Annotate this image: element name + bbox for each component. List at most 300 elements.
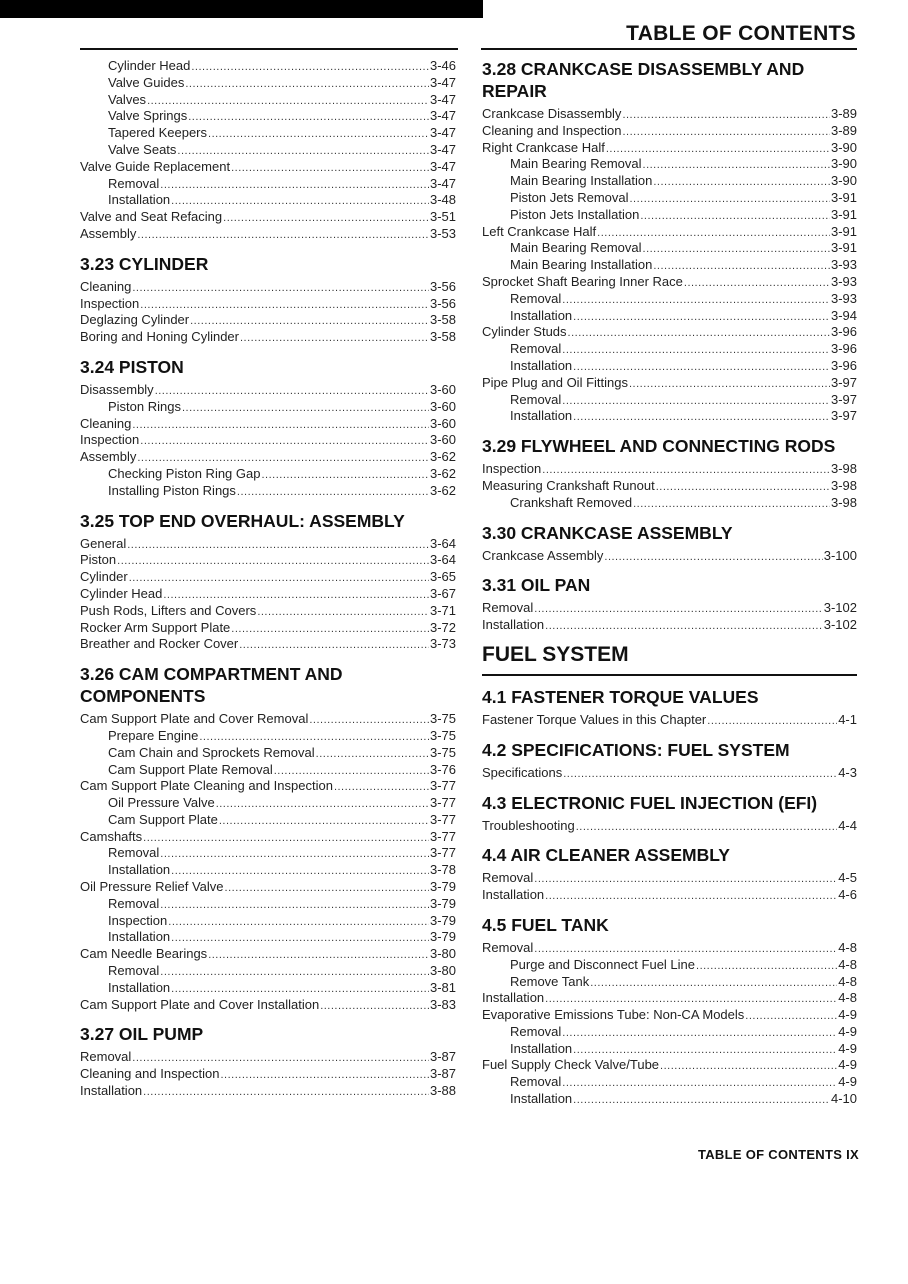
toc-entry-page: 3-47 — [429, 125, 456, 141]
dot-leader — [320, 998, 429, 1015]
section-heading: 3.26 CAM COMPARTMENT AND COMPONENTS — [80, 664, 343, 707]
toc-entry[interactable] — [482, 1057, 857, 1074]
header-rule-right — [481, 48, 857, 50]
toc-entry-page: 3-51 — [429, 209, 456, 225]
toc-entry[interactable] — [482, 957, 857, 974]
dot-leader — [257, 604, 429, 621]
toc-entry[interactable] — [80, 569, 456, 586]
toc-entry-page: 4-9 — [838, 1023, 857, 1039]
toc-entry-title: Main Bearing Removal — [510, 240, 642, 256]
dot-leader — [653, 174, 830, 191]
toc-entry-page: 3-67 — [429, 585, 456, 601]
toc-entry-title: Cleaning and Inspection — [482, 122, 622, 138]
toc-entry-title: Installation — [482, 617, 545, 633]
toc-entry[interactable] — [80, 603, 456, 620]
toc-entry-page: 3-96 — [830, 357, 857, 373]
dot-leader — [140, 433, 429, 450]
toc-entry-title: Sprocket Shaft Bearing Inner Race — [482, 273, 683, 289]
toc-entry[interactable] — [80, 432, 456, 449]
section-heading: 3.31 OIL PAN — [482, 575, 591, 596]
toc-entry[interactable] — [80, 963, 456, 980]
section-heading: 3.24 PISTON — [80, 356, 184, 377]
chapter-title: FUEL SYSTEM — [482, 642, 857, 676]
dot-leader — [231, 621, 429, 638]
dot-leader — [707, 713, 837, 730]
toc-entry[interactable] — [80, 449, 456, 466]
toc-entry-title: Removal — [108, 895, 160, 911]
dot-leader — [155, 383, 429, 400]
toc-entry-title: Main Bearing Installation — [510, 173, 653, 189]
dot-leader — [568, 325, 830, 342]
toc-entry[interactable] — [482, 887, 857, 904]
toc-entry[interactable] — [482, 375, 857, 392]
toc-entry-page: 3-76 — [429, 761, 456, 777]
page-footer: TABLE OF CONTENTS IX — [697, 1147, 859, 1162]
toc-entry[interactable] — [80, 879, 456, 896]
toc-entry-page: 3-90 — [830, 139, 857, 155]
toc-entry-title: Main Bearing Installation — [510, 257, 653, 273]
toc-entry[interactable] — [482, 224, 857, 241]
toc-entry[interactable] — [80, 1049, 456, 1066]
toc-entry-page: 3-72 — [429, 619, 456, 635]
dot-leader — [117, 553, 429, 570]
dot-leader — [137, 227, 429, 244]
toc-entry-title: Fuel Supply Check Valve/Tube — [482, 1057, 660, 1073]
dot-leader — [239, 637, 429, 654]
toc-right-column — [482, 58, 857, 1108]
toc-entry-title: Evaporative Emissions Tube: Non-CA Models — [482, 1007, 745, 1023]
section-heading: 3.25 TOP END OVERHAUL: ASSEMBLY — [80, 510, 405, 531]
toc-entry-page: 4-4 — [838, 817, 857, 833]
toc-entry[interactable] — [80, 125, 456, 142]
toc-entry-page: 4-8 — [838, 956, 857, 972]
toc-entry[interactable] — [482, 818, 857, 835]
dot-leader — [606, 141, 830, 158]
toc-entry-page: 4-5 — [838, 870, 857, 886]
toc-entry-page: 3-93 — [830, 273, 857, 289]
toc-entry-title: Valves — [108, 91, 147, 107]
toc-entry-title: Crankshaft Removed — [510, 494, 633, 510]
dot-leader — [208, 947, 429, 964]
toc-entry[interactable] — [80, 1083, 456, 1100]
toc-entry-title: Pipe Plug and Oil Fittings — [482, 374, 628, 390]
toc-entry[interactable] — [80, 552, 456, 569]
toc-entry-title: Removal — [510, 391, 562, 407]
toc-entry-title: Removal — [510, 290, 562, 306]
toc-entry-title: Right Crankcase Half — [482, 139, 605, 155]
toc-entry[interactable] — [80, 75, 456, 92]
toc-entry-page: 3-98 — [830, 494, 857, 510]
dot-leader — [177, 143, 429, 160]
dot-leader — [562, 342, 830, 359]
toc-entry-page: 3-47 — [429, 141, 456, 157]
toc-entry-page: 3-79 — [429, 912, 456, 928]
page-header-title: TABLE OF CONTENTS — [626, 22, 856, 45]
toc-entry[interactable] — [482, 461, 857, 478]
toc-entry-title: Removal — [482, 600, 534, 616]
toc-entry[interactable] — [482, 990, 857, 1007]
dot-leader — [261, 467, 428, 484]
toc-entry[interactable] — [482, 1024, 857, 1041]
dot-leader — [745, 1008, 837, 1025]
toc-entry-page: 3-47 — [429, 74, 456, 90]
toc-entry[interactable] — [482, 392, 857, 409]
toc-entry-page: 3-56 — [429, 295, 456, 311]
dot-leader — [140, 297, 429, 314]
dot-leader — [182, 400, 429, 417]
dot-leader — [573, 309, 830, 326]
toc-entry[interactable] — [482, 324, 857, 341]
toc-entry[interactable] — [80, 762, 456, 779]
toc-entry-page: 4-9 — [838, 1074, 857, 1090]
dot-leader — [160, 177, 429, 194]
section-heading: 3.27 OIL PUMP — [80, 1024, 204, 1045]
toc-entry[interactable] — [80, 711, 456, 728]
toc-entry[interactable] — [80, 279, 456, 296]
toc-entry[interactable] — [80, 192, 456, 209]
toc-entry[interactable] — [80, 896, 456, 913]
dot-leader — [534, 871, 837, 888]
toc-entry[interactable] — [80, 778, 456, 795]
toc-entry-title: Installation — [482, 887, 545, 903]
toc-entry-title: Installation — [80, 1083, 143, 1099]
toc-entry-title: Deglazing Cylinder — [80, 312, 190, 328]
dot-leader — [129, 570, 429, 587]
dot-leader — [132, 280, 429, 297]
section-heading: 3.23 CYLINDER — [80, 253, 209, 274]
dot-leader — [629, 376, 830, 393]
dot-leader — [623, 124, 830, 141]
toc-entry-title: Installation — [108, 929, 171, 945]
toc-entry[interactable] — [482, 106, 857, 123]
dot-leader — [160, 964, 429, 981]
toc-entry[interactable] — [80, 812, 456, 829]
dot-leader — [653, 258, 830, 275]
toc-entry[interactable] — [482, 974, 857, 991]
toc-entry-title: Installation — [510, 307, 573, 323]
dot-leader — [132, 1050, 429, 1067]
toc-entry[interactable] — [482, 1041, 857, 1058]
toc-entry-title: Cam Support Plate and Cover Removal — [80, 711, 309, 727]
toc-entry[interactable] — [482, 358, 857, 375]
dot-leader — [171, 981, 429, 998]
toc-entry-title: Valve Springs — [108, 108, 188, 124]
toc-entry-title: Purge and Disconnect Fuel Line — [510, 956, 696, 972]
toc-entry-page: 3-47 — [429, 108, 456, 124]
dot-leader — [545, 618, 823, 635]
dot-leader — [163, 587, 429, 604]
toc-entry-title: Cam Chain and Sprockets Removal — [108, 744, 315, 760]
dot-leader — [576, 819, 837, 836]
toc-entry-page: 3-102 — [823, 617, 857, 633]
dot-leader — [216, 796, 429, 813]
dot-leader — [696, 958, 837, 975]
dot-leader — [185, 76, 429, 93]
toc-entry-title: Prepare Engine — [108, 727, 199, 743]
dot-leader — [143, 830, 429, 847]
dot-leader — [573, 1092, 830, 1109]
toc-entry[interactable] — [482, 712, 857, 729]
toc-entry[interactable] — [482, 341, 857, 358]
toc-entry[interactable] — [80, 209, 456, 226]
toc-entry[interactable] — [482, 495, 857, 512]
toc-entry[interactable] — [80, 913, 456, 930]
toc-entry-page: 4-3 — [838, 764, 857, 780]
toc-entry-page: 3-62 — [429, 449, 456, 465]
toc-entry-page: 3-80 — [429, 946, 456, 962]
toc-entry[interactable] — [482, 240, 857, 257]
toc-entry[interactable] — [80, 296, 456, 313]
toc-entry-title: Installation — [510, 1040, 573, 1056]
toc-entry-title: Removal — [482, 870, 534, 886]
toc-entry-title: Cylinder Head — [108, 58, 191, 73]
toc-entry-title: Cam Needle Bearings — [80, 946, 208, 962]
toc-entry-page: 3-94 — [830, 307, 857, 323]
toc-entry-title: Cleaning — [80, 415, 132, 431]
section-heading: 4.2 SPECIFICATIONS: FUEL SYSTEM — [482, 739, 790, 760]
section-heading: 4.4 AIR CLEANER ASSEMBLY — [482, 845, 730, 866]
dot-leader — [309, 712, 429, 729]
toc-entry-title: Removal — [108, 963, 160, 979]
dot-leader — [334, 779, 429, 796]
toc-entry-title: Inspection — [108, 912, 168, 928]
toc-entry[interactable] — [482, 190, 857, 207]
dot-leader — [160, 846, 429, 863]
toc-entry-title: Oil Pressure Valve — [108, 795, 215, 811]
toc-entry-page: 3-58 — [429, 312, 456, 328]
toc-entry[interactable] — [80, 728, 456, 745]
toc-entry-page: 3-64 — [429, 535, 456, 551]
toc-entry[interactable] — [80, 946, 456, 963]
toc-entry[interactable] — [80, 862, 456, 879]
toc-entry-page: 3-75 — [429, 711, 456, 727]
toc-entry-page: 3-87 — [429, 1049, 456, 1065]
toc-entry[interactable] — [80, 929, 456, 946]
toc-entry[interactable] — [482, 1091, 857, 1108]
toc-entry-title: Removal — [510, 1023, 562, 1039]
toc-entry[interactable] — [482, 308, 857, 325]
toc-entry-title: Rocker Arm Support Plate — [80, 619, 231, 635]
toc-entry-title: Installation — [510, 357, 573, 373]
toc-entry-title: Left Crankcase Half — [482, 223, 597, 239]
toc-entry[interactable] — [80, 536, 456, 553]
toc-entry[interactable] — [80, 142, 456, 159]
dot-leader — [643, 241, 830, 258]
toc-entry[interactable] — [482, 123, 857, 140]
toc-entry[interactable] — [80, 108, 456, 125]
toc-entry-page: 4-9 — [838, 1057, 857, 1073]
toc-entry[interactable] — [80, 829, 456, 846]
toc-entry[interactable] — [80, 329, 456, 346]
toc-entry[interactable] — [80, 745, 456, 762]
dot-leader — [171, 863, 429, 880]
toc-entry[interactable] — [482, 765, 857, 782]
toc-entry-title: Oil Pressure Relief Valve — [80, 879, 224, 895]
toc-entry[interactable] — [80, 466, 456, 483]
toc-entry-title: Cylinder Studs — [482, 324, 567, 340]
toc-entry-page: 3-83 — [429, 996, 456, 1012]
toc-entry[interactable] — [482, 617, 857, 634]
toc-entry-page: 3-81 — [429, 979, 456, 995]
toc-entry-title: Installation — [108, 192, 171, 208]
dot-leader — [597, 225, 830, 242]
dot-leader — [225, 880, 429, 897]
toc-entry[interactable] — [80, 92, 456, 109]
toc-entry-page: 3-80 — [429, 963, 456, 979]
toc-entry[interactable] — [80, 176, 456, 193]
toc-entry-title: Assembly — [80, 449, 137, 465]
dot-leader — [563, 766, 837, 783]
dot-leader — [534, 941, 837, 958]
dot-leader — [562, 292, 830, 309]
toc-entry-page: 3-65 — [429, 569, 456, 585]
toc-entry-title: Disassembly — [80, 381, 154, 397]
toc-entry-page: 3-73 — [429, 636, 456, 652]
section-heading: 4.3 ELECTRONIC FUEL INJECTION (EFI) — [482, 792, 818, 813]
dot-leader — [562, 1075, 837, 1092]
toc-entry[interactable] — [80, 1066, 456, 1083]
toc-entry[interactable] — [80, 795, 456, 812]
toc-entry-title: Cam Support Plate — [108, 811, 218, 827]
toc-entry[interactable] — [80, 980, 456, 997]
toc-entry-title: Cylinder — [80, 569, 128, 585]
toc-entry-page: 4-8 — [838, 990, 857, 1006]
toc-entry[interactable] — [80, 636, 456, 653]
toc-entry-title: Piston — [80, 552, 117, 568]
dot-leader — [221, 1067, 429, 1084]
toc-entry-page: 4-8 — [838, 939, 857, 955]
toc-entry[interactable] — [482, 870, 857, 887]
dot-leader — [137, 450, 429, 467]
toc-entry-page: 3-79 — [429, 879, 456, 895]
dot-leader — [684, 275, 830, 292]
toc-entry-page: 3-77 — [429, 778, 456, 794]
toc-entry-page: 3-78 — [429, 862, 456, 878]
toc-entry[interactable] — [482, 478, 857, 495]
toc-entry[interactable] — [482, 1007, 857, 1024]
toc-entry-page: 3-97 — [830, 408, 857, 424]
toc-entry-title: Assembly — [80, 225, 137, 241]
toc-entry-title: Specifications — [482, 764, 563, 780]
toc-entry-title: Removal — [482, 939, 534, 955]
toc-entry[interactable] — [80, 586, 456, 603]
toc-entry[interactable] — [80, 483, 456, 500]
toc-entry-page: 3-102 — [823, 600, 857, 616]
toc-entry-title: Removal — [510, 1074, 562, 1090]
toc-entry[interactable] — [482, 140, 857, 157]
toc-entry-title: Removal — [108, 845, 160, 861]
toc-entry-page: 4-10 — [830, 1091, 857, 1107]
toc-entry[interactable] — [80, 312, 456, 329]
toc-entry[interactable] — [80, 159, 456, 176]
toc-entry-page: 3-62 — [429, 465, 456, 481]
toc-entry[interactable] — [80, 997, 456, 1014]
toc-entry-page: 3-98 — [830, 477, 857, 493]
dot-leader — [168, 914, 429, 931]
toc-entry[interactable] — [482, 173, 857, 190]
toc-entry-page: 3-77 — [429, 828, 456, 844]
toc-entry-page: 3-96 — [830, 324, 857, 340]
toc-entry[interactable] — [80, 226, 456, 243]
toc-entry[interactable] — [482, 600, 857, 617]
dot-leader — [545, 991, 837, 1008]
toc-entry-page: 3-56 — [429, 278, 456, 294]
toc-entry-page: 3-97 — [830, 391, 857, 407]
toc-entry-page: 3-79 — [429, 929, 456, 945]
toc-entry-title: Troubleshooting — [482, 817, 575, 833]
toc-entry-title: Removal — [510, 341, 562, 357]
section-heading: 3.28 CRANKCASE DISASSEMBLY AND REPAIR — [482, 59, 805, 101]
dot-leader — [231, 160, 429, 177]
toc-entry[interactable] — [482, 257, 857, 274]
toc-entry-page: 3-53 — [429, 225, 456, 241]
section-heading: 4.1 FASTENER TORQUE VALUES — [482, 686, 759, 707]
toc-entry-title: Main Bearing Removal — [510, 156, 642, 172]
toc-entry-page: 3-90 — [830, 173, 857, 189]
toc-entry-title: Crankcase Assembly — [482, 547, 604, 563]
toc-entry-page: 3-60 — [429, 415, 456, 431]
dot-leader — [573, 409, 830, 426]
dot-leader — [274, 763, 429, 780]
dot-leader — [630, 191, 830, 208]
dot-leader — [562, 393, 830, 410]
toc-entry-title: Fastener Torque Values in this Chapter — [482, 711, 707, 727]
toc-entry-page: 3-47 — [429, 91, 456, 107]
toc-entry[interactable] — [80, 620, 456, 637]
toc-entry-title: Tapered Keepers — [108, 125, 208, 141]
dot-leader — [208, 126, 429, 143]
toc-entry-title: Valve and Seat Refacing — [80, 209, 223, 225]
toc-entry[interactable] — [482, 940, 857, 957]
toc-entry-title: Installation — [482, 990, 545, 1006]
toc-entry-title: Installation — [510, 1091, 573, 1107]
dot-leader — [190, 313, 429, 330]
toc-entry[interactable] — [482, 156, 857, 173]
toc-entry-title: Valve Seats — [108, 141, 177, 157]
dot-leader — [622, 107, 830, 124]
toc-entry[interactable] — [80, 58, 456, 75]
dot-leader — [545, 888, 837, 905]
toc-left-column — [80, 58, 456, 1100]
toc-entry[interactable] — [482, 274, 857, 291]
toc-entry[interactable] — [80, 416, 456, 433]
dot-leader — [132, 417, 429, 434]
toc-entry-title: Camshafts — [80, 828, 143, 844]
dot-leader — [534, 601, 822, 618]
header-rule-left — [80, 48, 458, 50]
toc-entry-page: 3-47 — [429, 175, 456, 191]
toc-entry[interactable] — [80, 382, 456, 399]
toc-entry-page: 4-1 — [838, 711, 857, 727]
toc-entry-title: Inspection — [80, 432, 140, 448]
toc-entry-title: Cleaning — [80, 278, 132, 294]
toc-entry[interactable] — [80, 399, 456, 416]
dot-leader — [562, 1025, 837, 1042]
dot-leader — [143, 1084, 429, 1101]
toc-entry[interactable] — [482, 408, 857, 425]
toc-entry[interactable] — [482, 207, 857, 224]
toc-entry-page: 3-75 — [429, 727, 456, 743]
toc-entry-page: 3-91 — [830, 223, 857, 239]
toc-entry[interactable] — [482, 291, 857, 308]
toc-entry-page: 3-91 — [830, 206, 857, 222]
toc-entry[interactable] — [482, 1074, 857, 1091]
section-heading: 3.30 CRANKCASE ASSEMBLY — [482, 522, 733, 543]
toc-entry-title: Valve Guide Replacement — [80, 158, 231, 174]
toc-entry[interactable] — [80, 845, 456, 862]
toc-entry[interactable] — [482, 548, 857, 565]
dot-leader — [604, 549, 822, 566]
